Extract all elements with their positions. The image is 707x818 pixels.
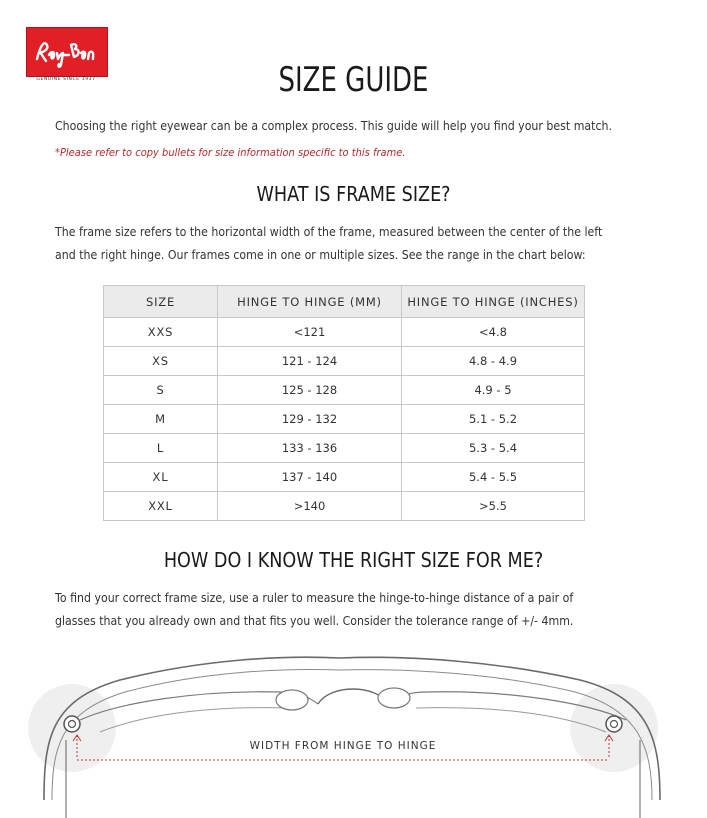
frame-size-line-2: and the right hinge. Our frames come in one or multiple sizes. See the range in the chart below: (55, 247, 586, 262)
size-cell: XXS (104, 318, 218, 347)
brand-tagline: GENUINE SINCE 1937 (36, 77, 96, 82)
header-hinge-mm: HINGE TO HINGE (MM) (218, 286, 402, 318)
mm-cell: 137 - 140 (218, 463, 402, 492)
inches-cell: 5.4 - 5.5 (402, 463, 585, 492)
mm-cell: <121 (218, 318, 402, 347)
table-row (104, 318, 585, 347)
glasses-frame-illustration-icon (0, 640, 707, 818)
inches-cell: 5.1 - 5.2 (402, 405, 585, 434)
size-cell: M (104, 405, 218, 434)
intro-text: Choosing the right eyewear can be a complex process. This guide will help you find your best match. (55, 118, 612, 133)
frame-size-heading: WHAT IS FRAME SIZE? (256, 182, 451, 206)
right-size-heading: HOW DO I KNOW THE RIGHT SIZE FOR ME? (163, 548, 544, 572)
mm-cell: 121 - 124 (218, 347, 402, 376)
table-row (104, 347, 585, 376)
table-row (104, 376, 585, 405)
size-cell: XL (104, 463, 218, 492)
inches-cell: 5.3 - 5.4 (402, 434, 585, 463)
size-cell: XXL (104, 492, 218, 521)
measure-label: WIDTH FROM HINGE TO HINGE (249, 740, 437, 752)
inches-cell: 4.8 - 4.9 (402, 347, 585, 376)
mm-cell: >140 (218, 492, 402, 521)
frame-note: *Please refer to copy bullets for size information specific to this frame. (55, 146, 406, 159)
table-header-row (104, 286, 585, 318)
mm-cell: 129 - 132 (218, 405, 402, 434)
table-row (104, 405, 585, 434)
size-table (103, 285, 585, 521)
size-cell: L (104, 434, 218, 463)
inches-cell: <4.8 (402, 318, 585, 347)
mm-cell: 133 - 136 (218, 434, 402, 463)
table-row (104, 492, 585, 521)
size-cell: XS (104, 347, 218, 376)
header-size: SIZE (104, 286, 218, 318)
frame-size-line-1: The frame size refers to the horizontal width of the frame, measured between the center of the left (55, 224, 603, 239)
size-cell: S (104, 376, 218, 405)
header-hinge-inches: HINGE TO HINGE (INCHES) (402, 286, 585, 318)
mm-cell: 125 - 128 (218, 376, 402, 405)
inches-cell: >5.5 (402, 492, 585, 521)
page-title: SIZE GUIDE (278, 60, 429, 100)
table-row (104, 434, 585, 463)
inches-cell: 4.9 - 5 (402, 376, 585, 405)
right-size-line-2: glasses that you already own and that fits you well. Consider the tolerance range of +/- 4mm. (55, 613, 574, 628)
right-size-line-1: To find your correct frame size, use a ruler to measure the hinge-to-hinge distance of a pair of (55, 590, 574, 605)
table-row (104, 463, 585, 492)
